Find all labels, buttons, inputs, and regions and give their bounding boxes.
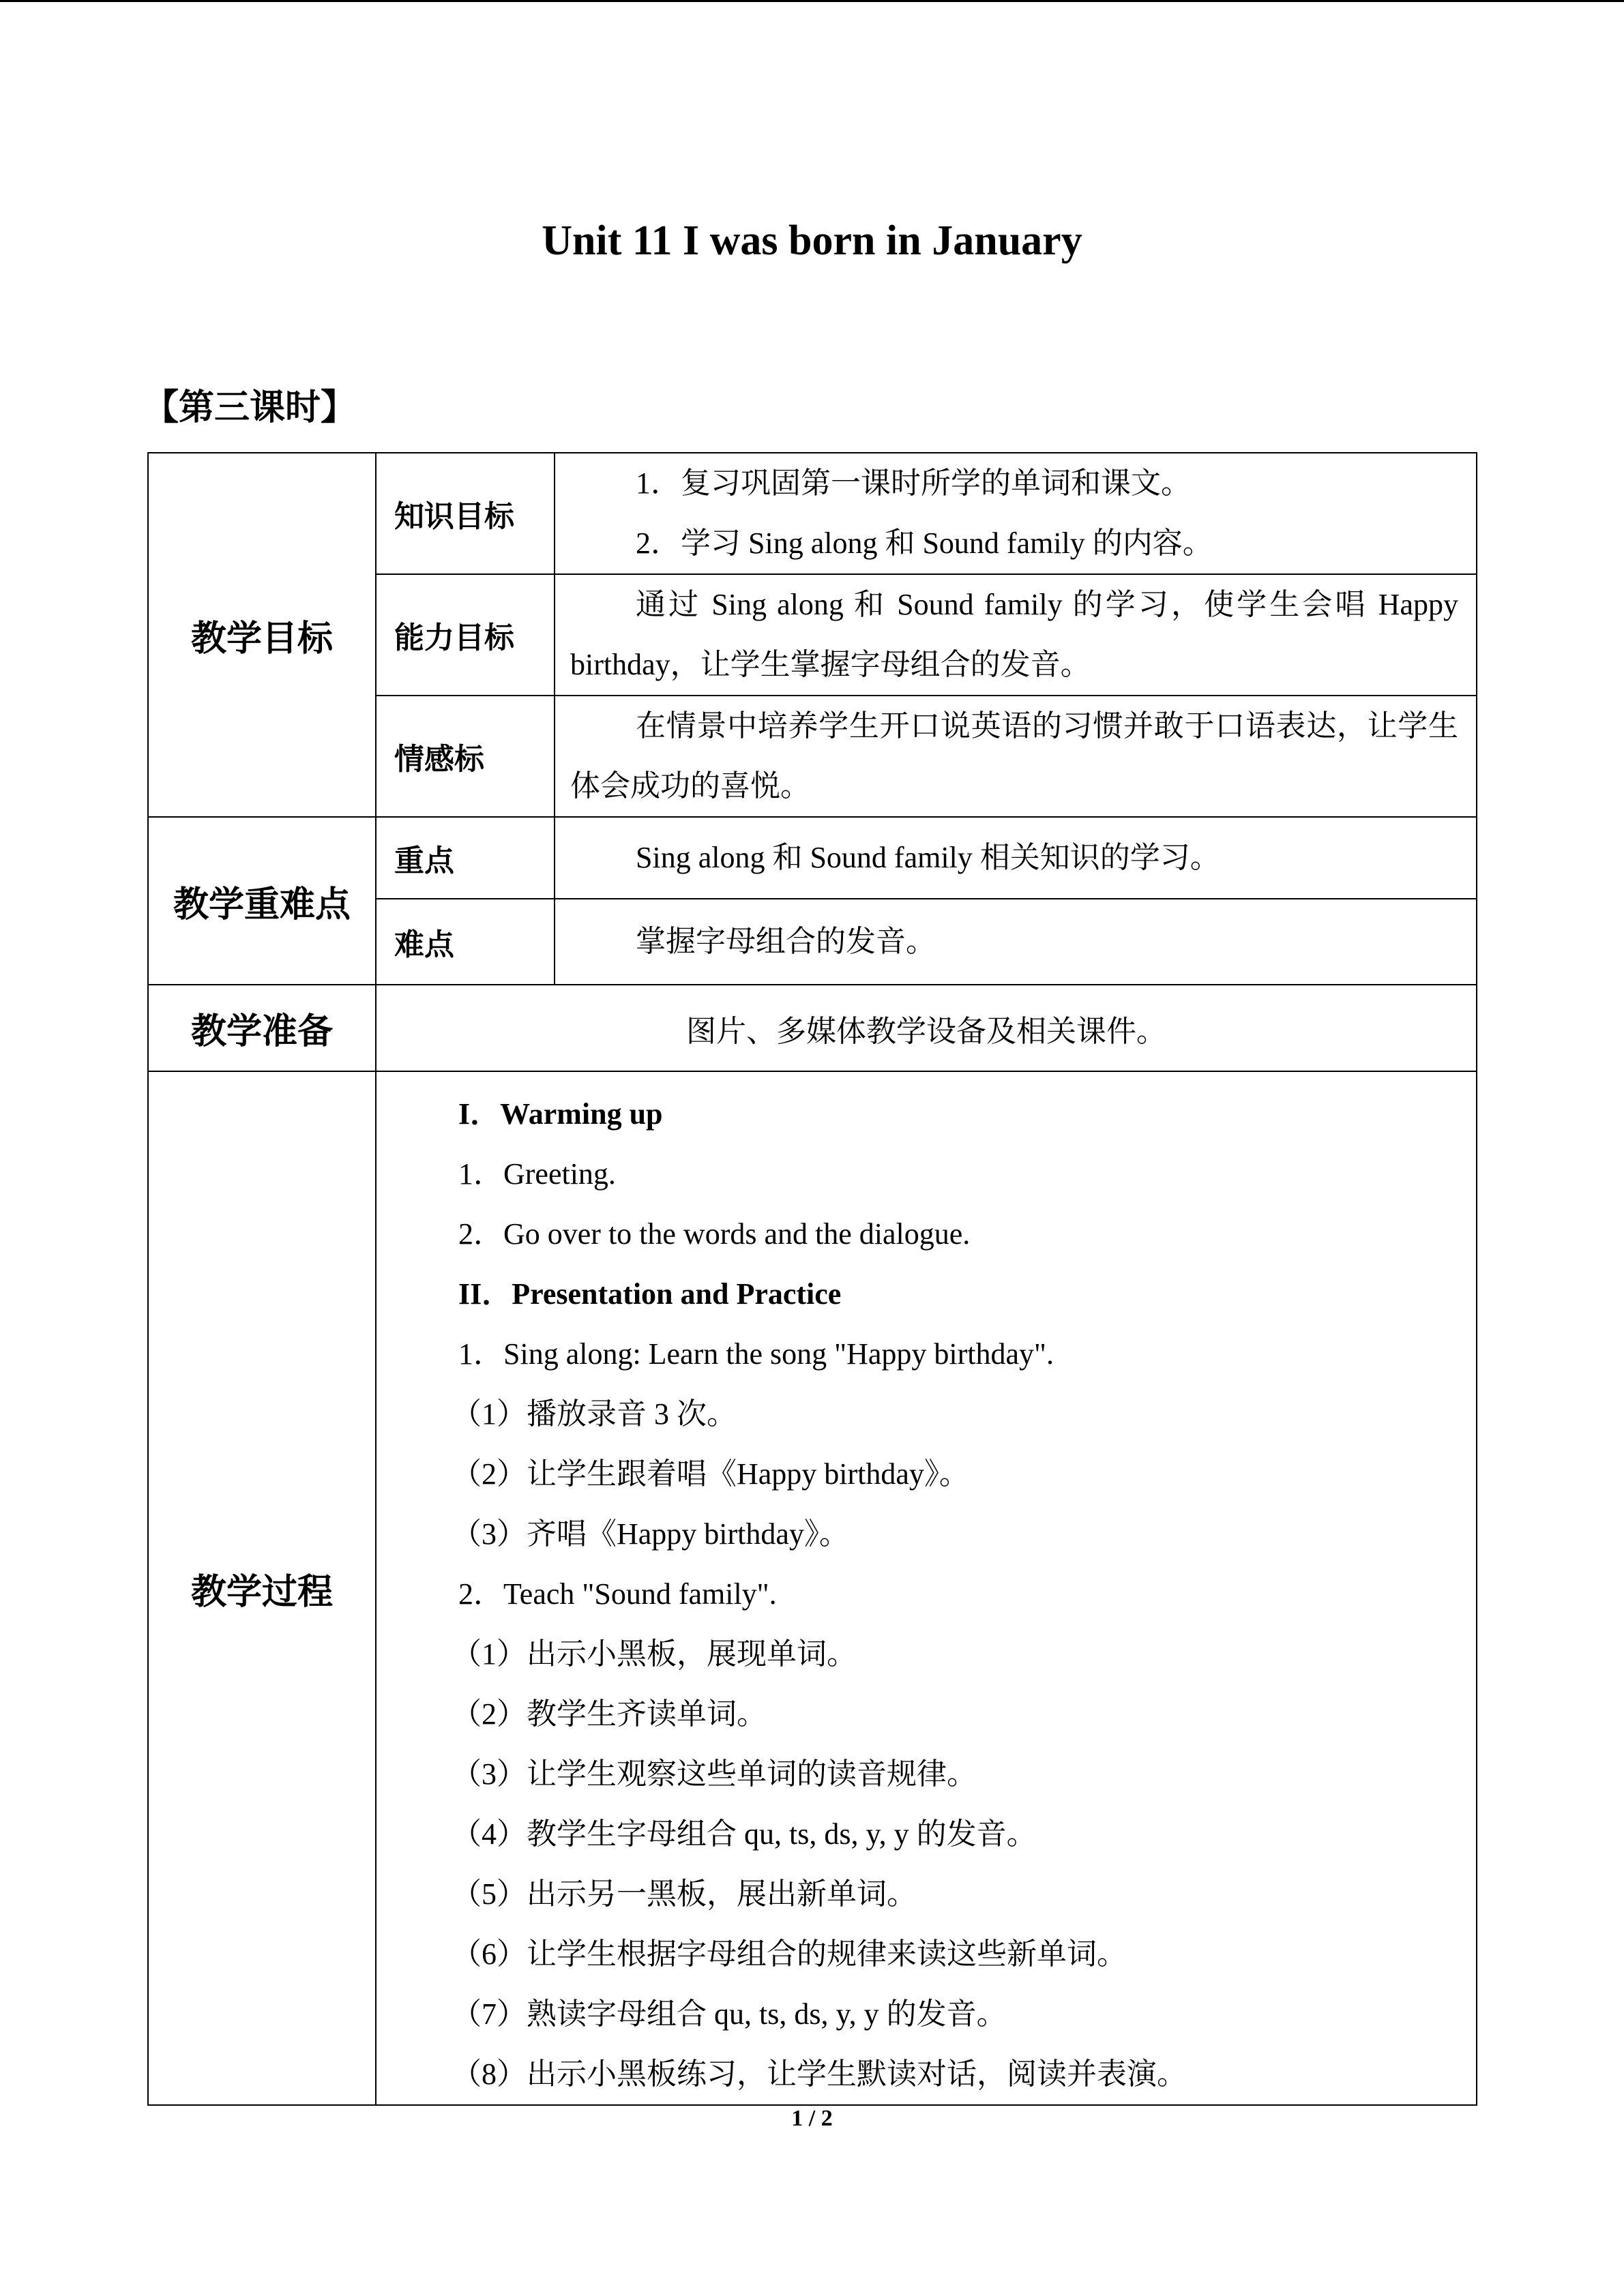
process-subitem: （1）出示小黑板，展现单词。: [452, 1637, 857, 1671]
difficult-content: [555, 899, 1477, 985]
label-difficult: 难点: [376, 899, 555, 985]
knowledge-line-2: 2．学习 Sing along 和 Sound family 的内容。: [636, 526, 1213, 560]
process-subitem: （8）出示小黑板练习，让学生默读对话，阅读并表演。: [452, 2057, 1187, 2091]
process-subitem: （6）让学生根据字母组合的规律来读这些新单词。: [452, 1937, 1127, 1971]
process-content: [376, 1071, 1477, 2105]
lesson-label: 【第三课时】: [143, 387, 357, 428]
process-item: 1．Sing along: Learn the song "Happy birthday".: [458, 1337, 1054, 1371]
category-process: 教学过程: [148, 1071, 376, 2105]
emotion-text: 在情景中培养学生开口说英语的习惯并敢于口语表达，让学生体会成功的喜悦。: [570, 709, 1458, 803]
lesson-plan-table: [147, 452, 1477, 2106]
process-item: 2．Go over to the words and the dialogue.: [458, 1217, 971, 1251]
row-process: [148, 1071, 1477, 2105]
difficult-text: 掌握字母组合的发音。: [636, 925, 936, 958]
process-subitem: （3）让学生观察这些单词的读音规律。: [452, 1757, 977, 1791]
process-item: 2．Teach "Sound family".: [458, 1577, 777, 1611]
process-heading-2: II．Presentation and Practice: [458, 1277, 842, 1311]
row-key-point: [148, 817, 1477, 899]
category-objectives: 教学目标: [148, 453, 376, 817]
process-subitem: （5）出示另一黑板，展出新单词。: [452, 1877, 917, 1911]
preparation-text: 图片、多媒体教学设备及相关课件。: [376, 985, 1477, 1071]
process-subitem: （2）让学生跟着唱《Happy birthday》。: [452, 1457, 969, 1491]
key-text: Sing along 和 Sound family 相关知识的学习。: [636, 841, 1220, 874]
ability-content: [555, 574, 1477, 696]
ability-text: 通过 Sing along 和 Sound family 的学习，使学生会唱 Happy birthday，让学生掌握字母组合的发音。: [570, 588, 1458, 681]
process-subitem: （2）教学生齐读单词。: [452, 1697, 767, 1731]
label-emotion: 情感标: [376, 696, 555, 817]
document-title: Unit 11 I was born in January: [542, 218, 1082, 264]
label-key: 重点: [376, 817, 555, 899]
knowledge-line-1: 1．复习巩固第一课时所学的单词和课文。: [636, 466, 1191, 500]
process-subitem: （3）齐唱《Happy birthday》。: [452, 1517, 849, 1551]
key-content: [555, 817, 1477, 899]
process-subitem: （4）教学生字母组合 qu, ts, ds, y, y 的发音。: [452, 1817, 1037, 1851]
process-item: 1．Greeting.: [458, 1157, 616, 1191]
process-subitem: （7）熟读字母组合 qu, ts, ds, y, y 的发音。: [452, 1997, 1007, 2031]
label-ability: 能力目标: [376, 574, 555, 696]
emotion-content: [555, 696, 1477, 817]
top-border-line: [0, 0, 1624, 2]
category-preparation: 教学准备: [148, 985, 376, 1071]
label-knowledge: 知识目标: [376, 453, 555, 574]
process-heading-1: I．Warming up: [458, 1097, 663, 1131]
page-number: 1 / 2: [791, 2106, 833, 2131]
row-preparation: [148, 985, 1477, 1071]
category-key-points: 教学重难点: [148, 817, 376, 985]
process-subitem: （1）播放录音 3 次。: [452, 1397, 737, 1431]
knowledge-content: [555, 453, 1477, 574]
row-knowledge: [148, 453, 1477, 574]
